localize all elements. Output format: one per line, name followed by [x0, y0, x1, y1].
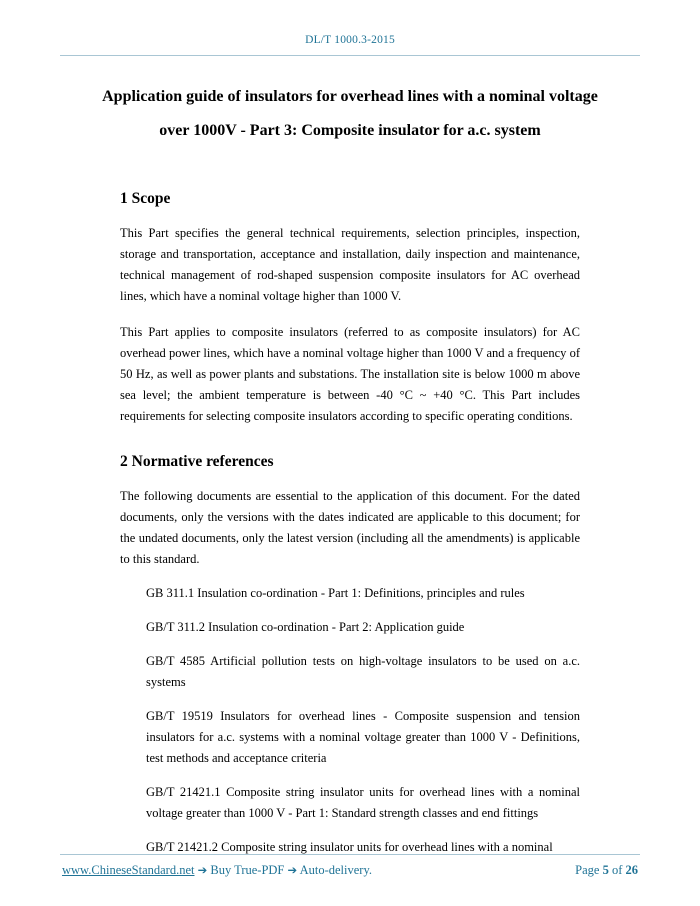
scope-paragraph-2: This Part applies to composite insulators (referred to as composite insulators) for AC overhead power lines, which have a nominal voltage higher than 1000 V and a frequency of 50 Hz, as well as power plants and substations. The installation site is below 1000 m above sea level; the ambient temperature is between -40 °C ~ +40 °C. This Part includes requirements for selecting composite insulators according to specific operating conditions. — [120, 325, 580, 423]
arrow-icon: ➔ — [197, 863, 208, 877]
arrow-icon: ➔ — [287, 863, 298, 877]
footer-promo — [62, 863, 372, 878]
total-page-number: 26 — [625, 863, 638, 877]
current-page-number: 5 — [602, 863, 609, 877]
reference-item-gbt-21421-2: GB/T 21421.2 Composite string insulator units for overhead lines with a nominal — [146, 840, 553, 854]
page-footer — [60, 854, 640, 878]
document-title: Application guide of insulators for overhead lines with a nominal voltage over 1000V - Part 3: Composite insulator for a.c. system — [102, 88, 598, 139]
of-label: of — [611, 863, 623, 877]
document-body — [60, 190, 640, 858]
page-header — [60, 34, 640, 56]
page-number-indicator — [575, 863, 638, 878]
section-heading-normative-references: 2 Normative references — [120, 453, 274, 470]
page-label: Page — [575, 863, 600, 877]
doc-number: DL/T 1000.3-2015 — [305, 34, 395, 46]
buy-true-pdf-label: Buy True-PDF — [210, 863, 285, 877]
website-link[interactable]: www.ChineseStandard.net — [62, 863, 195, 877]
scope-paragraph-1: This Part specifies the general technical requirements, selection principles, inspection, storage and transportation, acceptance and installation, daily inspection and maintenance, technical management of rod-shaped suspension composite insulators for AC overhead lines, which have a nominal voltage higher than 1000 V. — [120, 226, 580, 303]
reference-item-gb-311-1: GB 311.1 Insulation co-ordination - Part 1: Definitions, principles and rules — [146, 586, 525, 600]
auto-delivery-label: Auto-delivery. — [299, 863, 373, 877]
header-rule — [60, 55, 640, 56]
reference-item-gbt-4585: GB/T 4585 Artificial pollution tests on high-voltage insulators to be used on a.c. systems — [146, 654, 580, 689]
normative-references-intro: The following documents are essential to the application of this document. For the dated documents, only the versions with the dates indicated are applicable to this document; for the undated documents, only the latest version (including all the amendments) is applicable to this standard. — [120, 489, 580, 566]
reference-item-gbt-311-2: GB/T 311.2 Insulation co-ordination - Part 2: Application guide — [146, 620, 465, 634]
reference-item-gbt-21421-1: GB/T 21421.1 Composite string insulator units for overhead lines with a nominal voltage greater than 1000 V - Part 1: Standard strength classes and end fittings — [146, 785, 580, 820]
footer-rule — [60, 854, 640, 855]
section-heading-scope: 1 Scope — [120, 190, 171, 207]
reference-item-gbt-19519: GB/T 19519 Insulators for overhead lines - Composite suspension and tension insulators for a.c. systems with a nominal voltage greater than 1000 V - Definitions, test methods and acceptance criteria — [146, 709, 580, 765]
